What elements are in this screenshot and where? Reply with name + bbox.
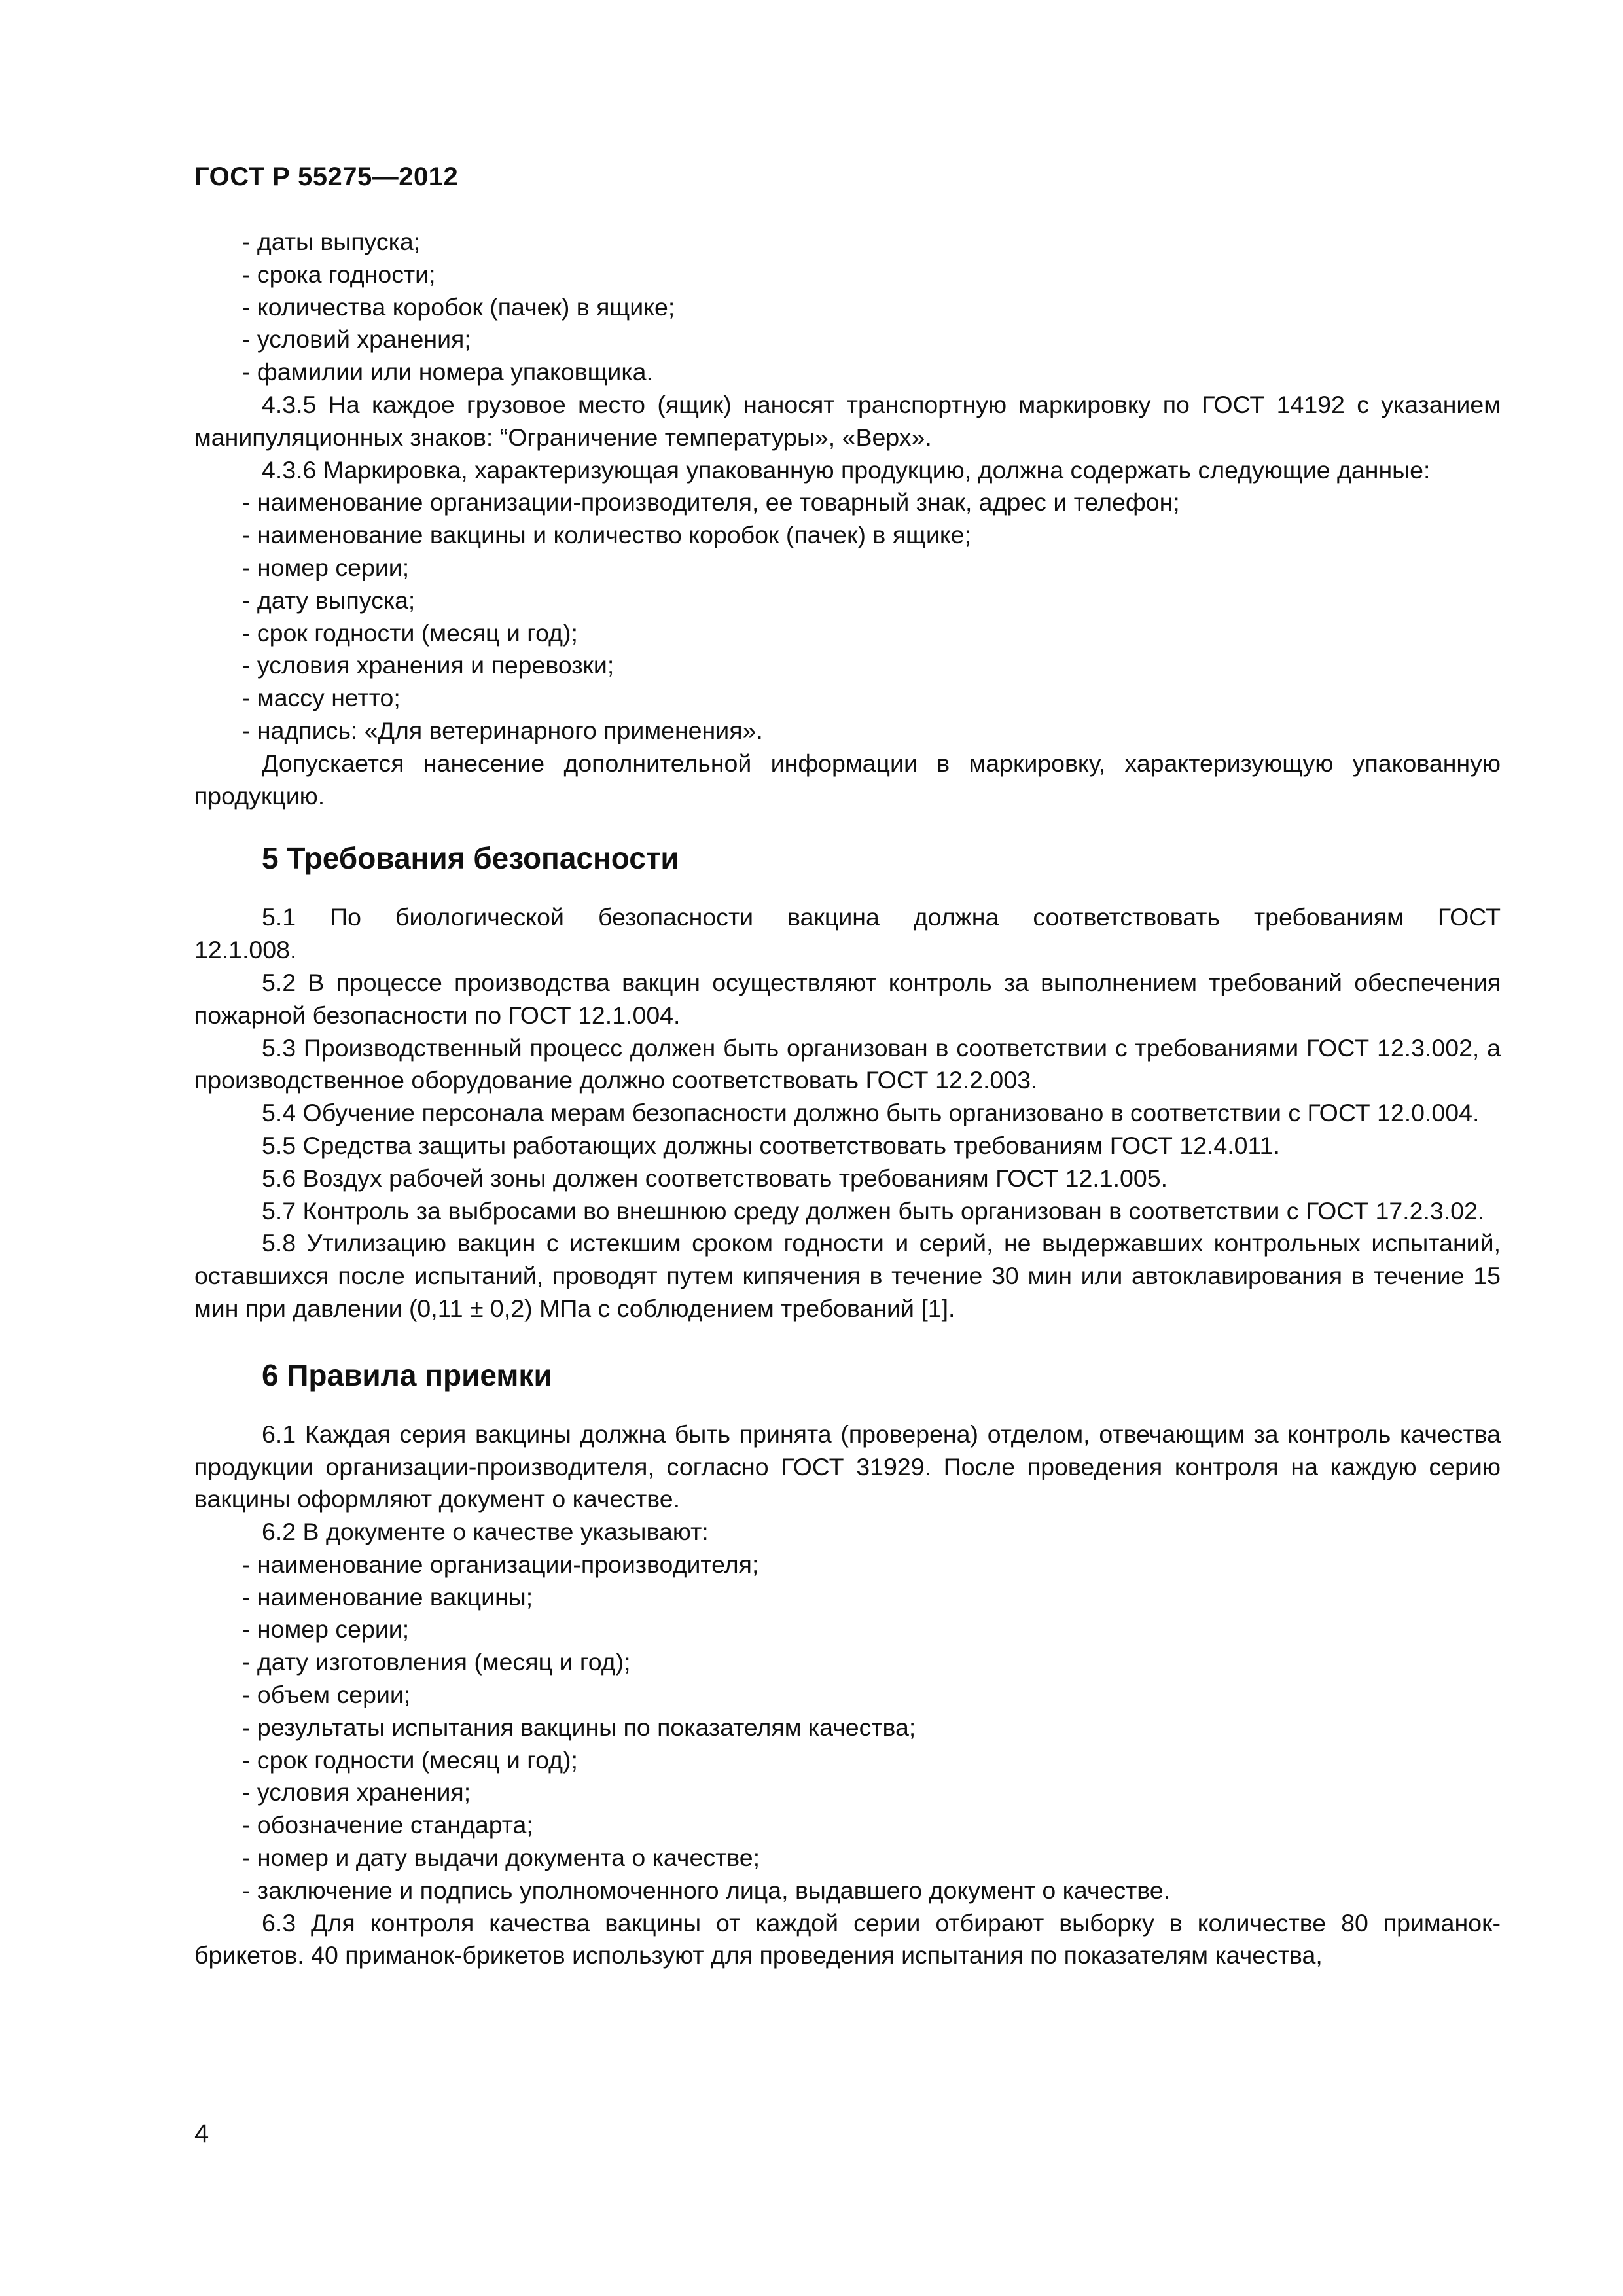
paragraph-5-4: 5.4 Обучение персонала мерам безопасности должно быть организовано в соответствии с ГОСТ 12.0.004.: [262, 1099, 1480, 1127]
list-item: - заключение и подпись уполномоченного лица, выдавшего документ о качестве.: [242, 1876, 1171, 1904]
list-item: - условия хранения и перевозки;: [242, 651, 615, 679]
page-number: 4: [194, 2119, 209, 2148]
paragraph-5-8: 5.8 Утилизацию вакцин с истекшим сроком годности и серий, не выдержавших контрольных испытаний, оставшихся после испытаний, проводят путем кипячения в течение 30 мин или автоклавирования в течение 15 мин при давлении (0,11 ± 0,2) МПа с соблюдением требований [1].: [194, 1229, 1501, 1322]
paragraph-5-2: 5.2 В процессе производства вакцин осуществляют контроль за выполнением требований обеспечения пожарной безопасности по ГОСТ 12.1.004.: [194, 968, 1501, 1029]
paragraph-5-5: 5.5 Средства защиты работающих должны соответствовать требованиям ГОСТ 12.4.011.: [262, 1131, 1280, 1159]
list-item: - условия хранения;: [242, 1778, 471, 1806]
standard-header: ГОСТ Р 55275—2012: [194, 162, 459, 191]
list-item: - массу нетто;: [242, 684, 401, 712]
list-item: - условий хранения;: [242, 325, 471, 353]
paragraph-6-1: 6.1 Каждая серия вакцины должна быть принята (проверена) отделом, отвечающим за контроль качества продукции организации-производителя, согласно ГОСТ 31929. После проведения контроля на каждую серию вакцины оформляют документ о качестве.: [194, 1420, 1501, 1513]
list-item: - даты выпуска;: [242, 228, 421, 255]
paragraph-5-3: 5.3 Производственный процесс должен быть организован в соответствии с требованиями ГОСТ 12.3.002, а производственное оборудование должно соответствовать ГОСТ 12.2.003.: [194, 1033, 1501, 1094]
list-item: - объем серии;: [242, 1681, 411, 1709]
paragraph-4-3-6: 4.3.6 Маркировка, характеризующая упакованную продукцию, должна содержать следующие данные:: [262, 456, 1431, 484]
list-item: - номер серии;: [242, 553, 410, 581]
paragraph-5-7: 5.7 Контроль за выбросами во внешнюю среду должен быть организован в соответствии с ГОСТ 17.2.3.02.: [262, 1196, 1485, 1225]
list-item: - количества коробок (пачек) в ящике;: [242, 293, 675, 321]
list-item: - номер и дату выдачи документа о качестве;: [242, 1844, 760, 1872]
list-item: - срока годности;: [242, 260, 436, 288]
list-item: - наименование организации-производителя, ее товарный знак, адрес и телефон;: [242, 488, 1180, 516]
list-item: - наименование организации-производителя;: [242, 1550, 759, 1578]
document-body: [194, 226, 1501, 1972]
list-item: - фамилии или номера упаковщика.: [242, 358, 653, 386]
section-6-title: 6 Правила приемки: [262, 1357, 552, 1392]
paragraph-allowed: Допускается нанесение дополнительной информации в маркировку, характеризующую упакованную продукцию.: [194, 749, 1501, 810]
list-item: - срок годности (месяц и год);: [242, 619, 578, 647]
list-item: - надпись: «Для ветеринарного применения».: [242, 716, 763, 744]
list-item: - результаты испытания вакцины по показателям качества;: [242, 1713, 916, 1741]
paragraph-5-6: 5.6 Воздух рабочей зоны должен соответствовать требованиям ГОСТ 12.1.005.: [262, 1164, 1168, 1192]
list-item: - срок годности (месяц и год);: [242, 1746, 578, 1774]
paragraph-6-2: 6.2 В документе о качестве указывают:: [262, 1518, 709, 1546]
list-item: - наименование вакцины;: [242, 1583, 533, 1611]
paragraph-5-1: 5.1 По биологической безопасности вакцина должна соответствовать требованиям ГОСТ 12.1.008.: [194, 903, 1501, 964]
list-item: - дату изготовления (месяц и год);: [242, 1648, 631, 1676]
list-item: - номер серии;: [242, 1615, 410, 1643]
paragraph-6-3: 6.3 Для контроля качества вакцины от каждой серии отбирают выборку в количестве 80 приманок-брикетов. 40 приманок-брикетов используют для проведения испытания по показателям качества,: [194, 1909, 1501, 1969]
list-item: - дату выпуска;: [242, 586, 416, 614]
section-5-title: 5 Требования безопасности: [262, 841, 679, 876]
paragraph-4-3-5: 4.3.5 На каждое грузовое место (ящик) наносят транспортную маркировку по ГОСТ 14192 с указанием манипуляционных знаков: “Ограничение температуры», «Верх».: [194, 390, 1501, 451]
list-item: - обозначение стандарта;: [242, 1811, 533, 1839]
list-item: - наименование вакцины и количество коробок (пачек) в ящике;: [242, 521, 971, 549]
